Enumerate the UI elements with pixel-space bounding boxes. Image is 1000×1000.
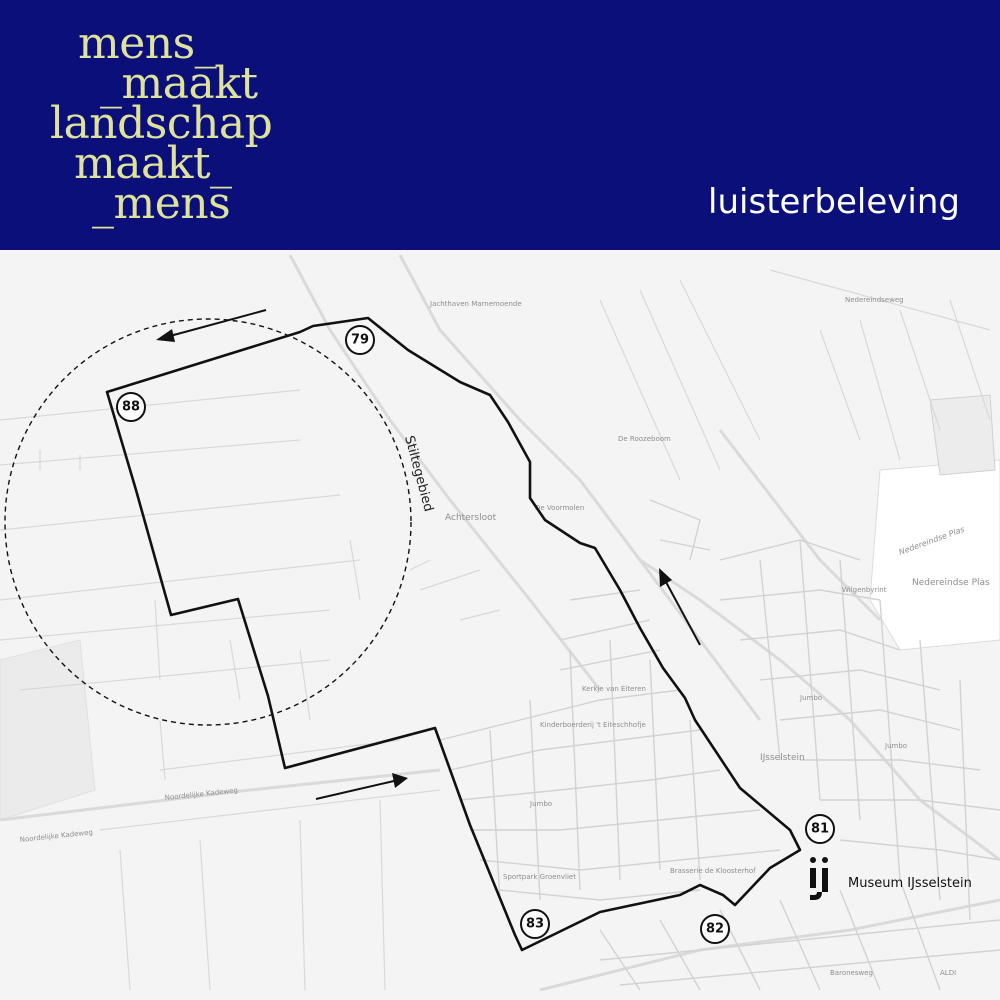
logo-line-3: landschap bbox=[50, 98, 273, 149]
label-nedereindseweg: Nedereindseweg bbox=[845, 296, 904, 304]
marker-82 bbox=[701, 915, 729, 943]
label-baronesse: Baronesweg bbox=[830, 969, 873, 977]
label-brasserie: Brasserie de Kloosterhof bbox=[670, 867, 756, 875]
label-wilgenbyrint: Wilgenbyrint bbox=[842, 586, 887, 594]
svg-text:88: 88 bbox=[121, 399, 141, 415]
label-roozeboom: De Roozeboom bbox=[618, 435, 671, 443]
label-ijsselstein: IJsselstein bbox=[760, 753, 805, 763]
header-banner bbox=[0, 0, 1000, 250]
marker-88 bbox=[117, 393, 145, 421]
label-kadeweg-2: Noordelijke Kadeweg bbox=[19, 828, 94, 844]
marker-83 bbox=[521, 910, 549, 938]
svg-text:82: 82 bbox=[705, 921, 725, 937]
svg-text:83: 83 bbox=[525, 916, 545, 932]
logo-line-4: maakt_ bbox=[74, 138, 232, 189]
label-nedereindse-plas: Nedereindse Plas bbox=[912, 578, 990, 588]
label-jumbo-1: Jumbo bbox=[800, 694, 823, 702]
logo-line-5: _mens bbox=[92, 178, 231, 229]
svg-text:79: 79 bbox=[350, 332, 370, 348]
label-kinderboerderij: Kinderboerderij 't Eiteschhofje bbox=[540, 721, 646, 729]
logo-line-1: mens_ bbox=[78, 18, 217, 69]
marker-81 bbox=[806, 815, 834, 843]
label-kadeweg: Noordelijke Kadeweg bbox=[164, 786, 239, 802]
label-nedereindse-plas-water: Nedereindse Plas bbox=[897, 524, 966, 557]
subtitle: luisterbeleving bbox=[708, 182, 960, 222]
label-aldi: ALDI bbox=[940, 969, 957, 977]
logo-line-2: _maakt bbox=[100, 58, 258, 109]
label-achtersloot: Achtersloot bbox=[445, 513, 497, 523]
label-kerkje: Kerkje van Eiteren bbox=[582, 685, 646, 693]
label-voormolen: De Voormolen bbox=[535, 504, 585, 512]
svg-text:81: 81 bbox=[810, 821, 830, 837]
route-map[interactable] bbox=[0, 250, 1000, 1000]
label-jachthaven: Jachthaven Marnemoende bbox=[430, 300, 522, 308]
silence-area-label: Stiltegebied bbox=[401, 434, 436, 514]
label-jumbo-2: Jumbo bbox=[885, 742, 908, 750]
museum-label: Museum IJsselstein bbox=[848, 876, 972, 891]
marker-79 bbox=[346, 326, 374, 354]
label-jumbo-3: Jumbo bbox=[530, 800, 553, 808]
label-sportpark: Sportpark Groenvliet bbox=[503, 873, 576, 881]
